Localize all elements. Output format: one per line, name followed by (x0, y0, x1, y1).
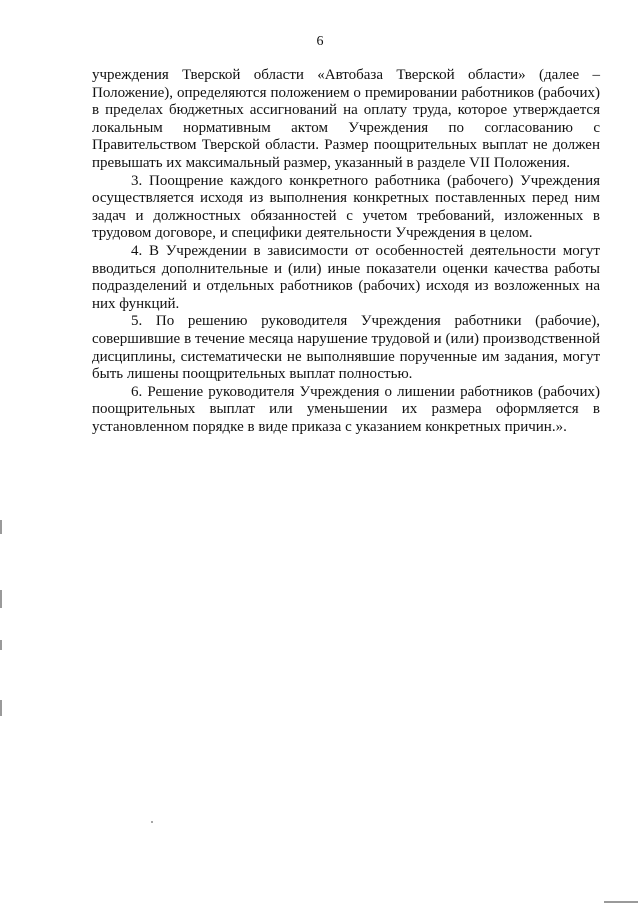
scan-margin-mark (0, 520, 2, 534)
paragraph-continuation: учреждения Тверской области «Автобаза Тверской области» (далее – Положение), определяются положением о премировании работников (рабочих) в пределах бюджетных ассигнований на оплату труда, которое утверждается локальным нормативным актом Учреждения по согласованию с Правительством Тверской области. Размер поощрительных выплат не должен превышать их максимальный размер, указанный в разделе VII Положения. (92, 67, 600, 171)
document-body (92, 67, 600, 436)
scan-margin-mark (0, 640, 2, 650)
paragraph-item-6: 6. Решение руководителя Учреждения о лишении работников (рабочих) поощрительных выплат или уменьшении их размера оформляется в установленном порядке в виде приказа с указанием конкретных причин.». (92, 383, 600, 435)
page-number: 6 (316, 34, 324, 49)
paragraph-item-4: 4. В Учреждении в зависимости от особенностей деятельности могут вводиться дополнительные и (или) иные показатели оценки качества работы подразделений и отдельных работников (рабочих) исходя из возложенных на них функций. (92, 242, 600, 312)
paragraph-item-3: 3. Поощрение каждого конкретного работника (рабочего) Учреждения осуществляется исходя из выполнения конкретных поставленных перед ним задач и должностных обязанностей с учетом требований, изложенных в трудовом договоре, и специфики деятельности Учреждения в целом. (92, 172, 600, 242)
paragraph-item-5: 5. По решению руководителя Учреждения работники (рабочие), совершившие в течение месяца нарушение трудовой и (или) производственной дисциплины, систематически не выполнявшие порученные им задания, могут быть лишены поощрительных выплат полностью. (92, 313, 600, 383)
scan-margin-mark (0, 590, 2, 608)
scan-margin-mark (0, 700, 2, 716)
scan-edge-mark (604, 901, 638, 903)
scan-speck (151, 821, 153, 823)
